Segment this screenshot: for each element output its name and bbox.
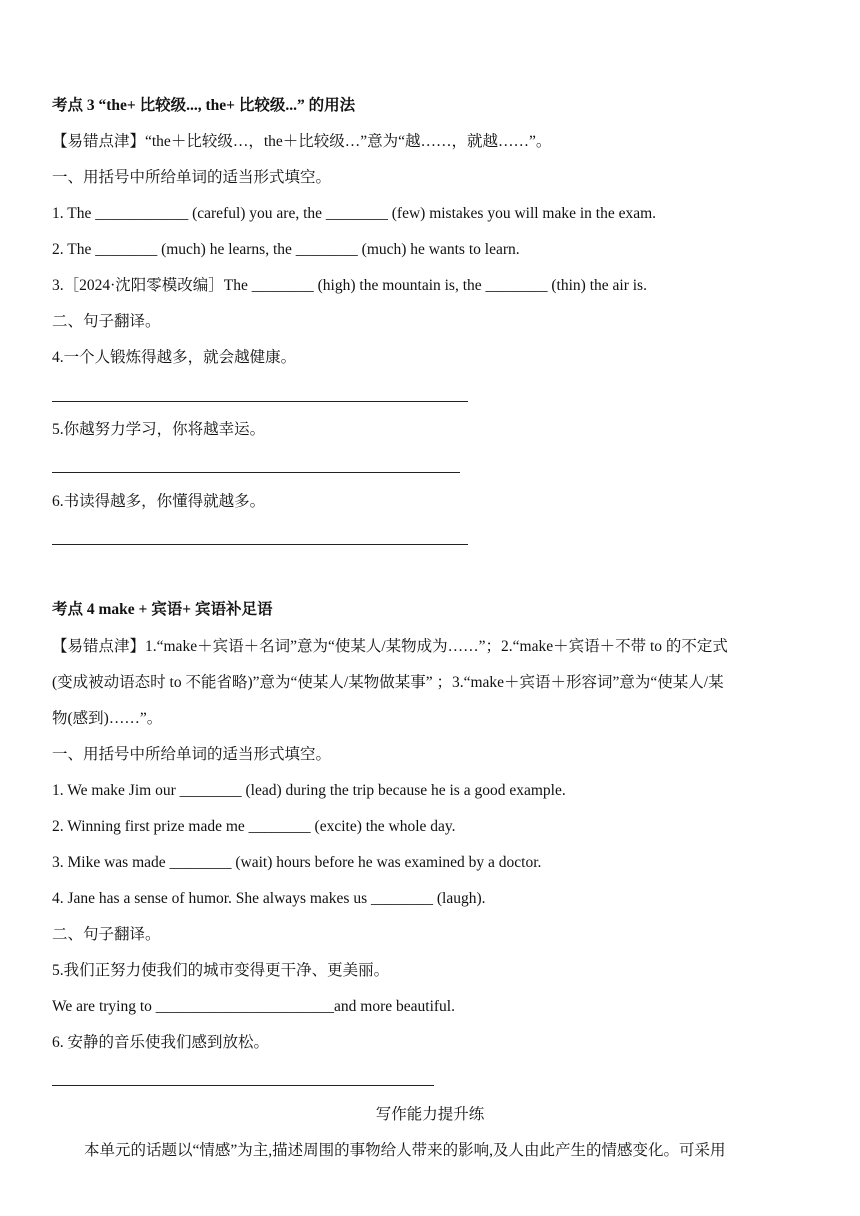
answer-line-6: [52, 544, 468, 545]
section4-part2-title: 二、句子翻译。: [52, 926, 161, 943]
section4-question-5: 5.我们正努力使我们的城市变得更干净、更美丽。: [52, 962, 390, 979]
section4-tip-line-1: 【易错点津】1.“make＋宾语＋名词”意为“使某人/某物成为……”；2.“make＋宾语＋不带 to 的不定式: [52, 638, 728, 655]
section4-question-3: 3. Mike was made ________ (wait) hours before he was examined by a doctor.: [52, 854, 542, 871]
section4-question-6: 6. 安静的音乐使我们感到放松。: [52, 1034, 270, 1051]
section4-tip-line-3: 物(感到)……”。: [52, 710, 163, 727]
section4-heading: 考点 4 make + 宾语+ 宾语补足语: [52, 601, 273, 618]
section4-question-1: 1. We make Jim our ________ (lead) during the trip because he is a good example.: [52, 782, 566, 799]
section3-question-3: 3.［2024·沈阳零模改编］The ________ (high) the mountain is, the ________ (thin) the air is.: [52, 277, 647, 294]
section3-tip: 【易错点津】“the＋比较级…，the＋比较级…”意为“越……，就越……”。: [52, 133, 552, 150]
section3-question-4: 4.一个人锻炼得越多，就会越健康。: [52, 349, 297, 366]
answer-line-s4-6: [52, 1085, 434, 1086]
section3-question-5: 5.你越努力学习，你将越幸运。: [52, 421, 266, 438]
section3-part2-title: 二、句子翻译。: [52, 313, 161, 330]
section3-part1-title: 一、用括号中所给单词的适当形式填空。: [52, 169, 332, 186]
section4-part1-title: 一、用括号中所给单词的适当形式填空。: [52, 746, 332, 763]
answer-line-4: [52, 401, 468, 402]
writing-intro: 本单元的话题以“情感”为主,描述周围的事物给人带来的影响,及人由此产生的情感变化。可采用: [84, 1142, 726, 1159]
answer-line-5: [52, 472, 460, 473]
section3-heading: 考点 3 “the+ 比较级..., the+ 比较级...” 的用法: [52, 97, 356, 114]
section4-tip-line-2: (变成被动语态时 to 不能省略)”意为“使某人/某物做某事” ；3.“make＋宾语＋形容词”意为“使某人/某: [52, 674, 724, 691]
section4-question-4: 4. Jane has a sense of humor. She always makes us ________ (laugh).: [52, 890, 486, 907]
section4-question-2: 2. Winning first prize made me ________ (excite) the whole day.: [52, 818, 456, 835]
section3-question-2: 2. The ________ (much) he learns, the ________ (much) he wants to learn.: [52, 241, 520, 258]
section3-question-6: 6.书读得越多，你懂得就越多。: [52, 493, 266, 510]
writing-title: 写作能力提升练: [375, 1106, 485, 1123]
section4-question-5-answer: We are trying to _______________________and more beautiful.: [52, 998, 455, 1015]
section3-question-1: 1. The ____________ (careful) you are, the ________ (few) mistakes you will make in the exam.: [52, 205, 657, 222]
